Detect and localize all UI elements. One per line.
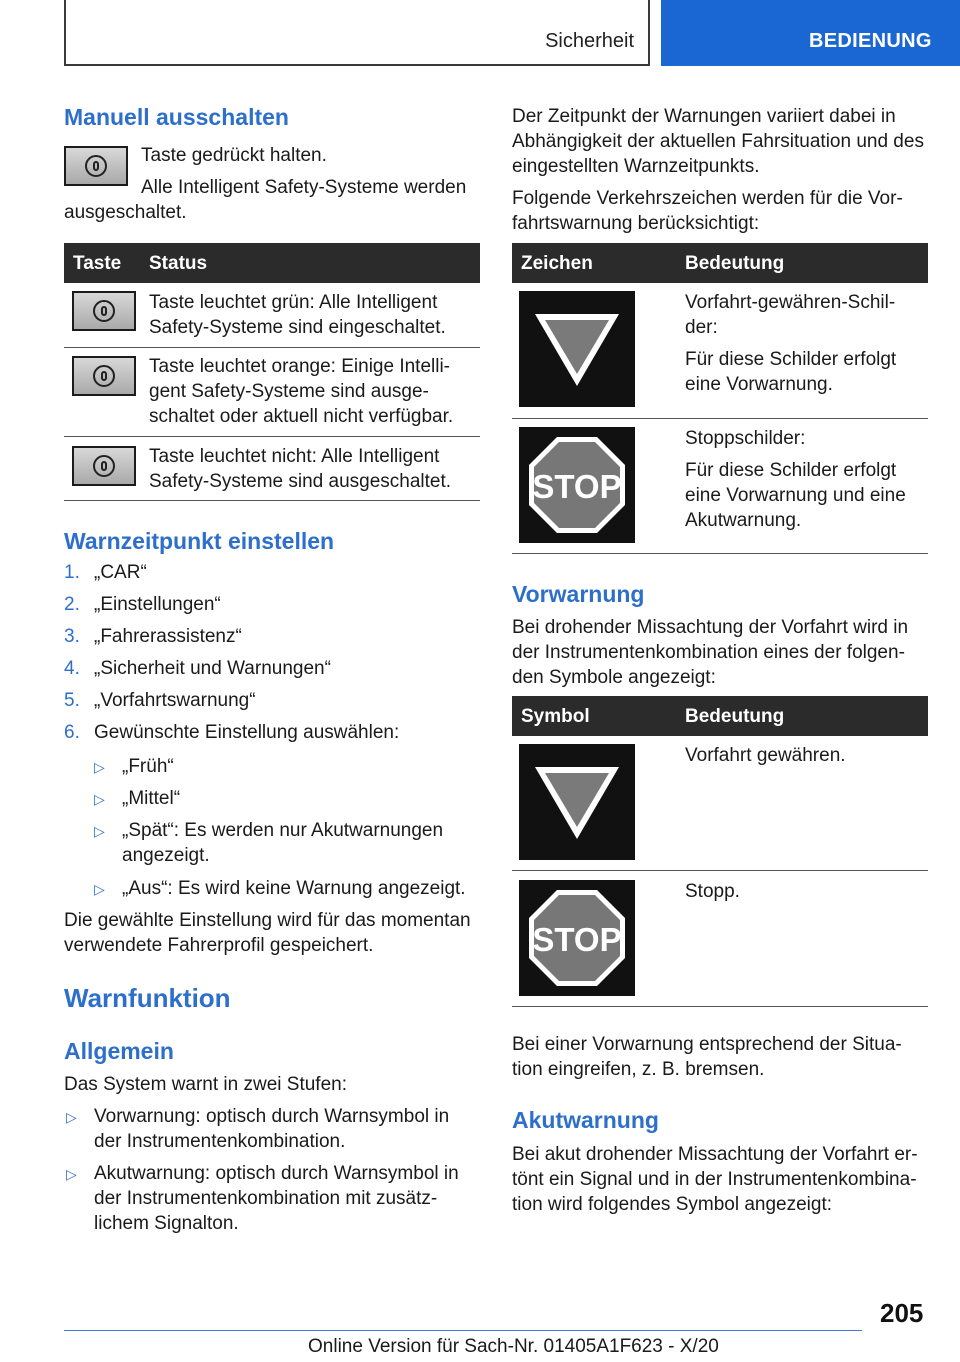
- step-text: „Vorfahrtswarnung“: [94, 690, 256, 711]
- bullet-triangle-icon: ▷: [66, 1166, 77, 1182]
- heading-manuell-ausschalten: Manuell ausschalten: [64, 104, 289, 130]
- step-text: „Sicherheit und Warnungen“: [94, 658, 331, 679]
- zeichen-row1-l3: Für diese Schilder erfolgt: [685, 349, 897, 370]
- button-lit-green-icon: [72, 291, 136, 331]
- bullet-triangle-icon: ▷: [94, 791, 105, 807]
- intro-line5: fahrtswarnung berücksichtigt:: [512, 213, 760, 234]
- row-divider: [512, 553, 928, 554]
- row-divider: [512, 418, 928, 419]
- row-divider: [512, 870, 928, 871]
- row-divider: [64, 347, 480, 348]
- stage1-line2: der Instrumentenkombination.: [94, 1131, 346, 1152]
- table-taste-col2: Status: [149, 253, 208, 274]
- allgemein-intro: Das System warnt in zwei Stufen:: [64, 1074, 347, 1095]
- row1-line2: Safety-Systeme sind eingeschaltet.: [149, 317, 446, 338]
- stop-sign-text: STOP: [532, 921, 622, 958]
- row-divider: [512, 1006, 928, 1007]
- footer-divider: [64, 1330, 862, 1331]
- bullet-triangle-icon: ▷: [94, 759, 105, 775]
- heading-warnfunktion: Warnfunktion: [64, 983, 231, 1013]
- vor-line1: Bei drohender Missachtung der Vorfahrt wird in: [512, 617, 909, 638]
- substep-spaet-2: angezeigt.: [122, 845, 210, 866]
- header-section-tab: [64, 0, 650, 66]
- step-number: 5.: [64, 690, 80, 711]
- table-taste-col1: Taste: [73, 253, 122, 274]
- table-taste-header: [64, 243, 480, 283]
- stage1-line1: Vorwarnung: optisch durch Warnsymbol in: [94, 1106, 450, 1127]
- substep-spaet-1: „Spät“: Es werden nur Akutwarnungen: [122, 820, 444, 841]
- footer-online-version: Online Version für Sach-Nr. 01405A1F623 - X/20: [308, 1336, 719, 1357]
- step-number: 1.: [64, 562, 80, 583]
- step-number: 6.: [64, 722, 80, 743]
- header-chapter-title: BEDIENUNG: [809, 30, 932, 52]
- table-symbol-header: [512, 696, 928, 736]
- header-section-title: Sicherheit: [545, 30, 634, 52]
- step-number: 2.: [64, 594, 80, 615]
- row-divider: [64, 500, 480, 501]
- row3-line1: Taste leuchtet nicht: Alle Intelligent: [149, 446, 440, 467]
- row2-line1: Taste leuchtet orange: Einige Intelli-: [149, 356, 451, 377]
- intro-line3: eingestellten Warnzeitpunkts.: [512, 156, 760, 177]
- row1-line1: Taste leuchtet grün: Alle Intelligent: [149, 292, 438, 313]
- stop-sign-icon: [519, 427, 635, 543]
- zeichen-row1-l4: eine Vorwarnung.: [685, 374, 833, 395]
- symbol-row2: Stopp.: [685, 881, 740, 902]
- yield-sign-icon: [519, 291, 635, 407]
- zeichen-row2-l2: Für diese Schilder erfolgt: [685, 460, 897, 481]
- stop-sign-text: STOP: [532, 468, 622, 505]
- row-divider: [64, 436, 480, 437]
- table-zeichen-col2: Bedeutung: [685, 253, 785, 274]
- stage2-line3: lichem Signalton.: [94, 1213, 239, 1234]
- step-number: 3.: [64, 626, 80, 647]
- row3-line2: Safety-Systeme sind ausgeschaltet.: [149, 471, 452, 492]
- table-zeichen-header: [512, 243, 928, 283]
- row2-line2: gent Safety-Systeme sind ausge-: [149, 381, 429, 402]
- after-line1: Bei einer Vorwarnung entsprechend der Situa-: [512, 1034, 902, 1055]
- button-unlit-icon: [72, 446, 136, 486]
- zeichen-row2-l1: Stoppschilder:: [685, 428, 806, 449]
- manuell-line2b: ausgeschaltet.: [64, 202, 187, 223]
- saved-line1: Die gewählte Einstellung wird für das momentan: [64, 910, 471, 931]
- zeichen-row2-l3: eine Vorwarnung und eine: [685, 485, 906, 506]
- step-text: „Fahrerassistenz“: [94, 626, 242, 647]
- saved-line2: verwendete Fahrerprofil gespeichert.: [64, 935, 374, 956]
- akut-line3: tion wird folgendes Symbol angezeigt:: [512, 1194, 833, 1215]
- yield-sign-icon: [519, 744, 635, 860]
- stop-sign-icon: [519, 880, 635, 996]
- step-text: „Einstellungen“: [94, 594, 221, 615]
- zeichen-row1-l1: Vorfahrt-gewähren-Schil-: [685, 292, 896, 313]
- bullet-triangle-icon: ▷: [94, 823, 105, 839]
- vor-line3: den Symbole angezeigt:: [512, 667, 716, 688]
- symbol-row1: Vorfahrt gewähren.: [685, 745, 846, 766]
- akut-line1: Bei akut drohender Missachtung der Vorfahrt er-: [512, 1144, 918, 1165]
- header-chapter-tab: [661, 0, 960, 66]
- heading-vorwarnung: Vorwarnung: [512, 581, 645, 607]
- step-text: Gewünschte Einstellung auswählen:: [94, 722, 400, 743]
- table-zeichen-col1: Zeichen: [521, 253, 593, 274]
- stage2-line1: Akutwarnung: optisch durch Warnsymbol in: [94, 1163, 459, 1184]
- page-number: 205: [880, 1298, 924, 1328]
- safety-button-icon: [64, 146, 128, 186]
- bullet-triangle-icon: ▷: [94, 881, 105, 897]
- substep-aus: „Aus“: Es wird keine Warnung angezeigt.: [122, 878, 466, 899]
- manuell-line1: Taste gedrückt halten.: [141, 145, 327, 166]
- table-symbol-col2: Bedeutung: [685, 706, 785, 727]
- bullet-triangle-icon: ▷: [66, 1109, 77, 1125]
- zeichen-row1-l2: der:: [685, 317, 718, 338]
- heading-warnzeitpunkt: Warnzeitpunkt einstellen: [64, 528, 335, 554]
- intro-line2: Abhängigkeit der aktuellen Fahrsituation und des: [512, 131, 924, 152]
- zeichen-row2-l4: Akutwarnung.: [685, 510, 802, 531]
- intro-line4: Folgende Verkehrszeichen werden für die Vor-: [512, 188, 903, 209]
- akut-line2: tönt ein Signal und in der Instrumentenkombina-: [512, 1169, 917, 1190]
- heading-allgemein: Allgemein: [64, 1038, 174, 1064]
- substep-mittel: „Mittel“: [122, 788, 181, 809]
- row2-line3: schaltet oder aktuell nicht verfügbar.: [149, 406, 454, 427]
- heading-akutwarnung: Akutwarnung: [512, 1107, 659, 1133]
- after-line2: tion eingreifen, z. B. bremsen.: [512, 1059, 765, 1080]
- manuell-line2a: Alle Intelligent Safety-Systeme werden: [141, 177, 467, 198]
- substep-frueh: „Früh“: [122, 756, 174, 777]
- step-number: 4.: [64, 658, 80, 679]
- stage2-line2: der Instrumentenkombination mit zusätz-: [94, 1188, 438, 1209]
- table-symbol-col1: Symbol: [521, 706, 590, 727]
- intro-line1: Der Zeitpunkt der Warnungen variiert dabei in: [512, 106, 896, 127]
- button-lit-orange-icon: [72, 356, 136, 396]
- vor-line2: der Instrumentenkombination eines der folgen-: [512, 642, 905, 663]
- step-text: „CAR“: [94, 562, 147, 583]
